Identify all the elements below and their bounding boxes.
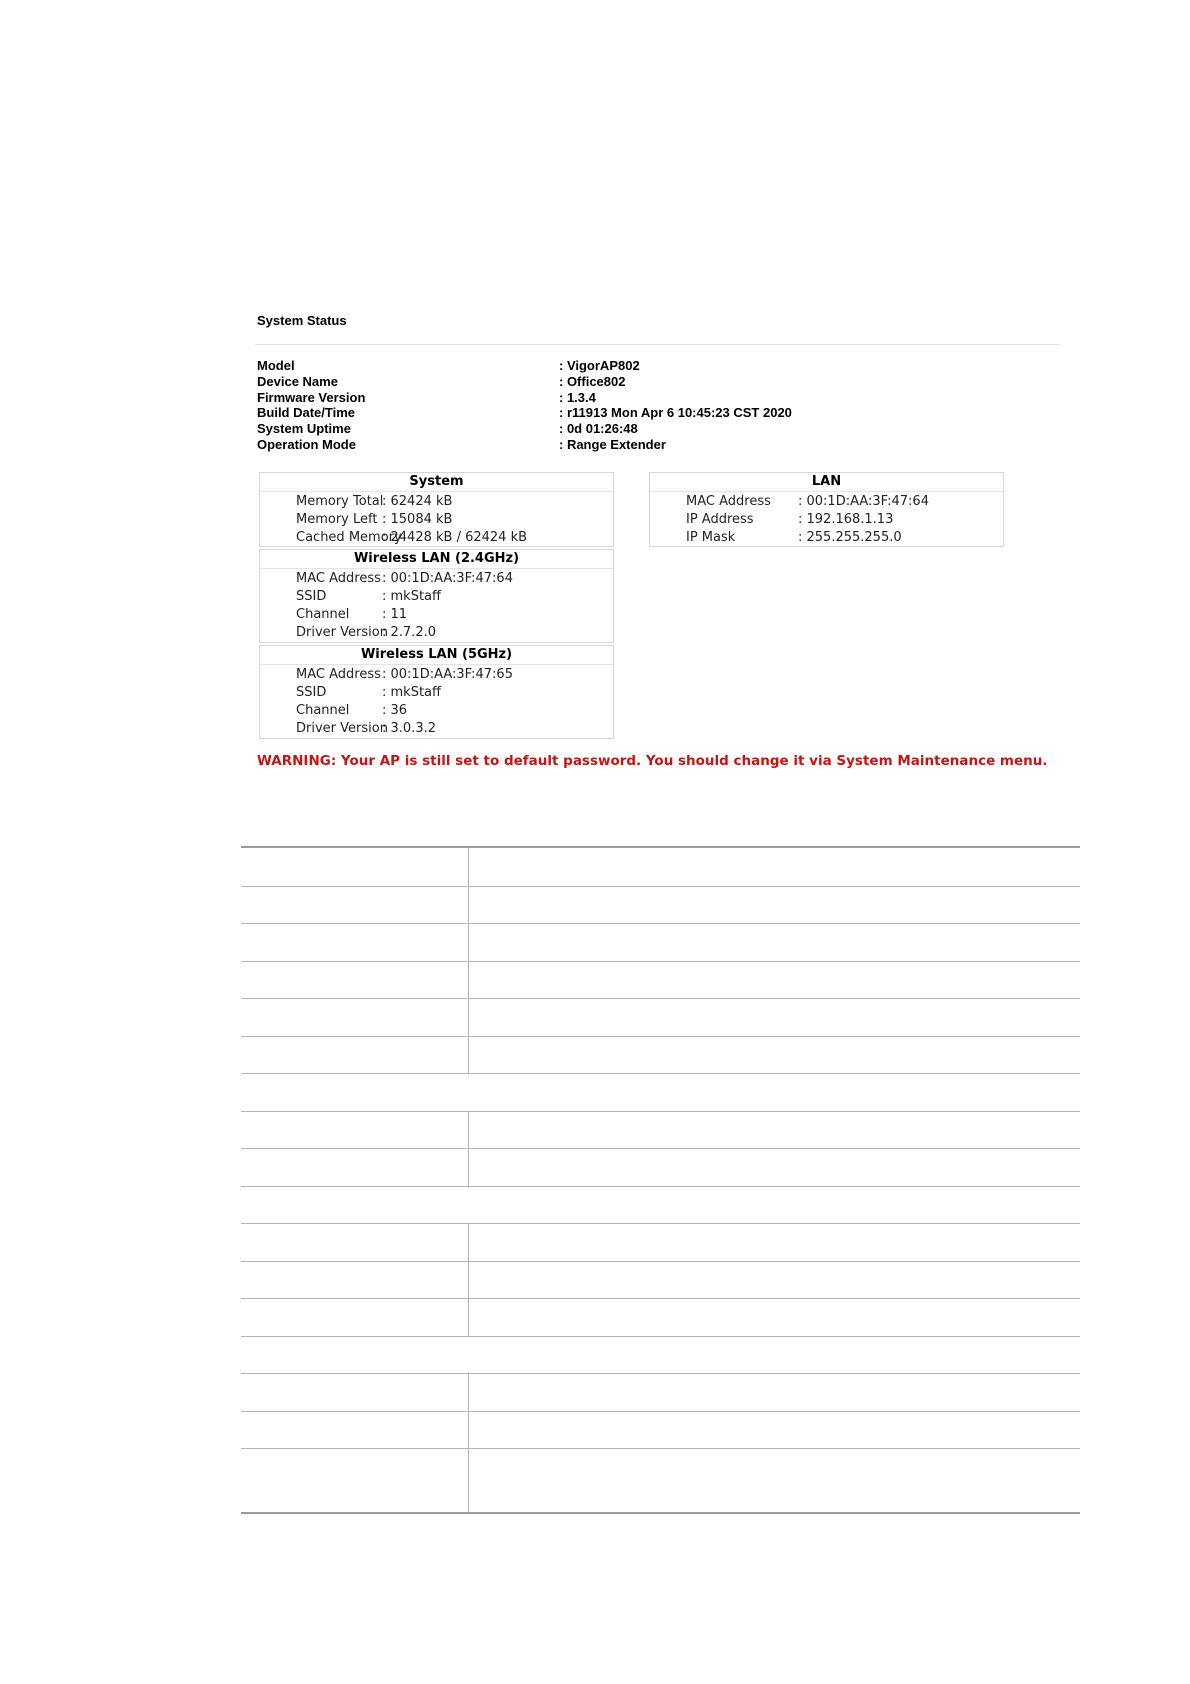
info-label: Operation Mode	[257, 436, 356, 452]
wlan-5ghz-panel	[259, 645, 614, 739]
table-row-divider	[241, 1298, 1080, 1299]
title-divider	[255, 344, 1060, 345]
table-row-divider	[241, 1373, 1080, 1374]
table-row-divider	[241, 923, 1080, 924]
panel-value: : mkStaff	[382, 589, 441, 604]
panel-title: System	[260, 473, 613, 492]
panel-row	[260, 511, 613, 529]
panel-row	[260, 684, 613, 702]
panel-value: : 15084 kB	[382, 512, 453, 527]
table-column-divider	[468, 1223, 469, 1336]
info-label: System Uptime	[257, 421, 351, 437]
table-row-divider	[241, 1223, 1080, 1224]
panel-value: : 62424 kB	[382, 494, 453, 509]
description-table	[241, 846, 1080, 1514]
panel-label: SSID	[296, 685, 327, 700]
info-label: Model	[257, 358, 295, 373]
panel-title: LAN	[650, 473, 1003, 492]
info-row-model	[257, 358, 792, 374]
panel-row	[260, 666, 613, 684]
panel-value: : 00:1D:AA:3F:47:65	[382, 667, 513, 682]
table-row-divider	[241, 998, 1080, 999]
info-label: Firmware Version	[257, 389, 366, 405]
system-panel	[259, 472, 614, 547]
info-label: Build Date/Time	[257, 405, 356, 421]
table-row-divider	[241, 1411, 1080, 1412]
panel-value: : 24428 kB / 62424 kB	[382, 530, 528, 545]
table-row-divider	[241, 1336, 1080, 1337]
info-label: Device Name	[257, 373, 338, 389]
panel-label: Driver Version	[296, 625, 388, 640]
panel-row	[260, 529, 613, 547]
panel-label: Channel	[296, 607, 350, 622]
info-row-operation-mode	[257, 437, 792, 453]
panel-label: Channel	[296, 703, 350, 718]
table-row-divider	[241, 961, 1080, 962]
panel-value: : 36	[382, 703, 408, 718]
panel-row	[260, 606, 613, 624]
panel-value: : 11	[382, 607, 408, 622]
info-value: : 1.3.4	[559, 389, 596, 405]
info-row-build-date	[257, 405, 792, 421]
panel-value: : 00:1D:AA:3F:47:64	[382, 571, 513, 586]
info-value: : r11913 Mon Apr 6 10:45:23 CST 2020	[559, 405, 792, 421]
table-row-divider	[241, 1148, 1080, 1149]
panel-value: : 2.7.2.0	[382, 625, 436, 640]
panel-label: IP Address	[686, 512, 754, 527]
info-value: : VigorAP802	[559, 358, 640, 373]
panel-value: : 192.168.1.13	[798, 512, 894, 527]
panel-label: MAC Address	[296, 667, 381, 682]
info-row-system-uptime	[257, 421, 792, 437]
table-row-divider	[241, 1186, 1080, 1187]
panel-row	[650, 511, 1003, 529]
table-bottom-border	[241, 1512, 1080, 1514]
default-password-warning: WARNING: Your AP is still set to default password. You should change it via System Maintenance menu.	[257, 753, 1048, 769]
panel-row	[260, 624, 613, 642]
info-value: : Office802	[559, 373, 626, 389]
table-column-divider	[468, 1111, 469, 1186]
panel-title: Wireless LAN (2.4GHz)	[260, 550, 613, 569]
table-column-divider	[468, 848, 469, 1073]
info-row-firmware-version	[257, 390, 792, 406]
panel-label: Memory Left	[296, 512, 378, 527]
panel-label: Cached Memory	[296, 530, 402, 545]
panel-value: : 00:1D:AA:3F:47:64	[798, 494, 929, 509]
table-row-divider	[241, 1111, 1080, 1112]
device-info	[257, 358, 792, 453]
info-value: : Range Extender	[559, 436, 666, 452]
panel-row	[260, 588, 613, 606]
panel-label: MAC Address	[296, 571, 381, 586]
table-row-divider	[241, 886, 1080, 887]
info-row-device-name	[257, 374, 792, 390]
panel-row	[260, 702, 613, 720]
panel-value: : 3.0.3.2	[382, 721, 436, 736]
system-status-title: System Status	[257, 313, 347, 328]
table-row-divider	[241, 1073, 1080, 1074]
panel-row	[260, 570, 613, 588]
lan-panel	[649, 472, 1004, 547]
panel-title: Wireless LAN (5GHz)	[260, 646, 613, 665]
table-row-divider	[241, 1261, 1080, 1262]
table-row-divider	[241, 1448, 1080, 1449]
panel-label: MAC Address	[686, 494, 771, 509]
panel-row	[650, 529, 1003, 547]
panel-label: IP Mask	[686, 530, 736, 545]
wlan-24ghz-panel	[259, 549, 614, 643]
panel-label: Driver Version	[296, 721, 388, 736]
table-row-divider	[241, 1036, 1080, 1037]
panel-row	[650, 493, 1003, 511]
panel-label: Memory Total	[296, 494, 384, 509]
panel-row	[260, 493, 613, 511]
table-column-divider	[468, 1373, 469, 1512]
panel-value: : 255.255.255.0	[798, 530, 902, 545]
panel-value: : mkStaff	[382, 685, 441, 700]
panel-row	[260, 720, 613, 738]
info-value: : 0d 01:26:48	[559, 421, 638, 437]
table-top-border	[241, 846, 1080, 848]
panel-label: SSID	[296, 589, 327, 604]
